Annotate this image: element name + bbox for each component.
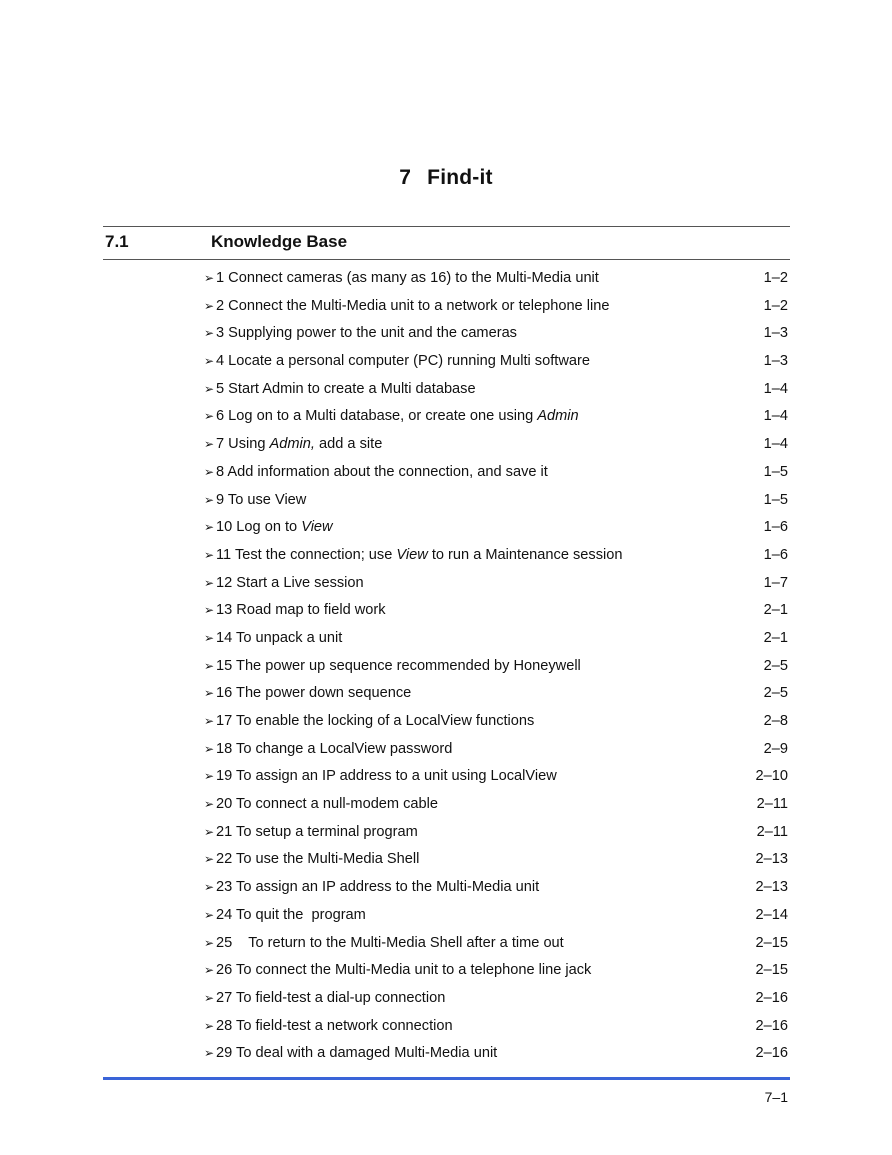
toc-entry-title-italic: View [396, 546, 428, 563]
toc-entry-title-text: Supplying power to the unit and the cameras [228, 325, 517, 342]
toc-entry-title-text: Connect cameras (as many as 16) to the Multi-Media unit [228, 270, 599, 286]
toc-entry-title-text: add a site [314, 436, 383, 453]
toc-entry-title-text: Add information about the connection, and save it [227, 463, 548, 480]
toc-entry-number: 24 [216, 906, 237, 923]
toc-entry-title [228, 353, 590, 369]
toc-entry-title-text: To field-test a network connection [236, 1017, 453, 1034]
toc-entry-page: 2–9 [763, 740, 788, 757]
toc-entry-title [228, 492, 306, 508]
arrow-bullet-icon: ➢ [204, 409, 215, 424]
toc-entry-number: 27 [216, 989, 237, 1006]
toc-entry-title-text: The power down sequence [236, 685, 412, 702]
toc-entry-title-text: To setup a terminal program [236, 823, 418, 840]
toc-entry-page: 1–2 [763, 270, 788, 286]
toc-entry[interactable] [204, 791, 788, 819]
section-bottom-rule [103, 259, 790, 260]
section-number: 7.1 [105, 232, 129, 251]
toc-entry-title [236, 768, 557, 784]
arrow-bullet-icon: ➢ [204, 326, 215, 341]
toc-entry-title [236, 713, 534, 729]
toc-entry-number: 10 [216, 519, 237, 536]
footer-rule [103, 1077, 790, 1080]
toc-entry-title-text: Log on to [236, 519, 302, 536]
arrow-bullet-icon: ➢ [204, 547, 215, 562]
toc-entry[interactable] [204, 487, 788, 515]
toc-entry[interactable] [204, 902, 788, 930]
arrow-bullet-icon: ➢ [204, 741, 215, 756]
toc-entry[interactable] [204, 846, 788, 874]
toc-entry-page: 1–4 [763, 380, 788, 397]
toc-entry-title [236, 630, 342, 646]
arrow-bullet-icon: ➢ [204, 686, 215, 701]
toc-entry-title [236, 1045, 497, 1061]
toc-entry-title-text: To use View [227, 491, 307, 508]
toc-entry[interactable] [204, 403, 788, 431]
toc-entry-number: 16 [216, 685, 237, 702]
toc-entry-title-text: To assign an IP address to the Multi-Media unit [236, 879, 540, 896]
toc-entry-page: 1–7 [763, 574, 788, 591]
toc-entry-number: 26 [216, 962, 237, 979]
arrow-bullet-icon: ➢ [204, 852, 215, 867]
toc-entry-page: 2–1 [763, 629, 788, 646]
toc-entry-title-text: To quit the program [236, 906, 366, 923]
toc-entry[interactable] [204, 819, 788, 847]
toc-entry[interactable] [204, 431, 788, 459]
toc-entry-number: 19 [216, 768, 237, 785]
toc-entry-number: 29 [216, 1045, 237, 1062]
toc-entry[interactable] [204, 708, 788, 736]
toc-entry-title [236, 519, 332, 535]
toc-entry-title [236, 741, 452, 757]
toc-entry-title-text: Locate a personal computer (PC) running Multi software [228, 353, 590, 370]
chapter-name: Find-it [427, 166, 493, 189]
toc-entry-title [228, 325, 517, 341]
toc-entry-page: 1–3 [763, 353, 788, 370]
toc-entry-number: 15 [216, 657, 237, 674]
toc-entry-title-text: To connect a null-modem cable [236, 796, 439, 813]
toc-entry-page: 2–16 [755, 1017, 788, 1034]
arrow-bullet-icon: ➢ [204, 880, 215, 895]
toc-entry-number: 28 [216, 1017, 237, 1034]
toc-entry-title-text: To field-test a dial-up connection [236, 989, 446, 1006]
arrow-bullet-icon: ➢ [204, 907, 215, 922]
toc-entry-number: 25 [216, 934, 237, 951]
toc-entry-number: 3 [216, 325, 229, 342]
toc-entry[interactable] [204, 930, 788, 958]
toc-entry-number: 23 [216, 879, 237, 896]
arrow-bullet-icon: ➢ [204, 990, 215, 1005]
toc-entry-page: 1–2 [763, 297, 788, 314]
toc-entry-title [236, 685, 411, 701]
toc-entry[interactable] [204, 1013, 788, 1041]
toc-entry[interactable] [204, 570, 788, 598]
toc-entry-page: 2–5 [763, 657, 788, 674]
toc-entry-title-text: To assign an IP address to a unit using LocalView [236, 768, 557, 785]
toc-entry-page: 2–10 [755, 768, 788, 785]
arrow-bullet-icon: ➢ [204, 630, 215, 645]
toc-entry[interactable] [204, 680, 788, 708]
toc-entry[interactable] [204, 514, 788, 542]
arrow-bullet-icon: ➢ [204, 298, 215, 313]
toc-entry-title-text: to run a Maintenance session [427, 546, 623, 563]
toc-entry-page: 2–16 [755, 989, 788, 1006]
chapter-title [0, 166, 892, 190]
toc-entry-title [228, 270, 599, 286]
toc-entry-number: 7 [216, 436, 229, 453]
toc-entry-number: 11 [216, 546, 235, 563]
toc-entry-title [236, 658, 581, 674]
toc-entry-page: 2–13 [755, 851, 788, 868]
toc-entry[interactable] [204, 293, 788, 321]
toc-entry[interactable] [204, 874, 788, 902]
toc-entry[interactable] [204, 763, 788, 791]
arrow-bullet-icon: ➢ [204, 658, 215, 673]
toc-entry-number: 2 [216, 297, 229, 314]
toc-entry-number: 18 [216, 740, 237, 757]
toc-entry-number: 13 [216, 602, 237, 619]
toc-entry-number: 8 [216, 463, 228, 480]
toc-entry[interactable] [204, 625, 788, 653]
toc-entry[interactable] [204, 653, 788, 681]
toc-entry-page: 2–1 [763, 602, 788, 619]
toc-entry-title-text: Start a Live session [236, 574, 364, 591]
toc-entry-title [236, 1018, 453, 1034]
toc-entry[interactable] [204, 348, 788, 376]
toc-entry-number: 21 [216, 823, 237, 840]
toc-entry-title-text: Road map to field work [236, 602, 386, 619]
toc-entry-title-text: Test the connection; use [234, 546, 397, 563]
toc-entry-title-text: Start Admin to create a Multi database [228, 380, 476, 397]
toc-entry-title-text: To unpack a unit [236, 629, 343, 646]
toc-entry-title [236, 962, 591, 978]
toc-entry[interactable] [204, 1040, 788, 1068]
toc-entry-title [236, 907, 366, 923]
toc-entry-number: 17 [216, 713, 237, 729]
toc-entry-number: 12 [216, 574, 237, 591]
toc-entry-page: 1–4 [763, 408, 788, 425]
arrow-bullet-icon: ➢ [204, 381, 215, 396]
arrow-bullet-icon: ➢ [204, 935, 215, 950]
section-top-rule [103, 226, 790, 227]
toc-entry-title [235, 547, 623, 563]
toc-entry-page: 1–4 [763, 436, 788, 453]
toc-entry-title [227, 464, 547, 480]
page-number: 7–1 [764, 1089, 788, 1105]
arrow-bullet-icon: ➢ [204, 797, 215, 812]
arrow-bullet-icon: ➢ [204, 437, 215, 452]
toc-entry-title [228, 298, 609, 314]
toc-entry-title [236, 879, 539, 895]
toc-entry-title [236, 602, 385, 618]
toc-entry-title [236, 824, 418, 840]
toc-entry-title-text: Log on to a Multi database, or create one using [228, 408, 538, 425]
toc-entry-number: 4 [216, 353, 229, 370]
toc-entry-title [228, 436, 382, 452]
toc-entry-title-italic: View [301, 519, 333, 536]
arrow-bullet-icon: ➢ [204, 464, 215, 479]
toc-entry-page: 2–15 [755, 934, 788, 951]
toc-entry-title-text: Connect the Multi-Media unit to a network or telephone line [228, 297, 610, 314]
toc-entry-page: 2–16 [755, 1045, 788, 1062]
toc-entry[interactable] [204, 320, 788, 348]
arrow-bullet-icon: ➢ [204, 1018, 215, 1033]
toc-entry-title-text: To return to the Multi-Media Shell after a time out [236, 934, 564, 951]
toc-entry-title-text: Using [228, 436, 270, 453]
toc-entry-page: 2–13 [755, 879, 788, 896]
toc-entry-page: 2–11 [756, 796, 788, 813]
arrow-bullet-icon: ➢ [204, 714, 215, 728]
toc-entry[interactable] [204, 957, 788, 985]
toc-entry-number: 9 [216, 491, 228, 508]
toc-entry-title-text: To change a LocalView password [236, 740, 453, 757]
toc-entry[interactable] [204, 736, 788, 764]
arrow-bullet-icon: ➢ [204, 769, 215, 784]
toc-entry[interactable] [204, 376, 788, 404]
toc-entry-page: 2–11 [756, 823, 788, 840]
toc-entry-title [236, 851, 419, 867]
toc-entry-title [236, 575, 363, 591]
toc-entry-title-text: To deal with a damaged Multi-Media unit [236, 1045, 498, 1062]
toc-entry[interactable] [204, 597, 788, 625]
arrow-bullet-icon: ➢ [204, 824, 215, 839]
toc-entry-page: 1–6 [763, 519, 788, 536]
toc-entry[interactable] [204, 265, 788, 293]
toc-entry-page: 2–5 [763, 685, 788, 702]
toc-entry-page: 2–8 [763, 713, 788, 729]
toc-entry-page: 1–5 [763, 463, 788, 480]
toc-entry[interactable] [204, 985, 788, 1013]
toc-list [204, 265, 788, 1068]
toc-entry-title [236, 796, 438, 812]
toc-entry-number: 5 [216, 380, 229, 397]
toc-entry[interactable] [204, 459, 788, 487]
arrow-bullet-icon: ➢ [204, 963, 215, 978]
toc-entry-number: 14 [216, 629, 237, 646]
toc-entry-page: 1–6 [763, 546, 788, 563]
toc-entry-title-italic: Admin, [269, 436, 315, 453]
toc-entry-title [228, 408, 578, 424]
toc-entry-title [228, 381, 475, 397]
toc-entry-page: 2–15 [755, 962, 788, 979]
toc-entry-page: 1–5 [763, 491, 788, 508]
arrow-bullet-icon: ➢ [204, 520, 215, 535]
toc-entry-page: 2–14 [755, 906, 788, 923]
chapter-number: 7 [399, 166, 412, 189]
toc-entry-title-text: The power up sequence recommended by Honeywell [236, 657, 581, 674]
toc-entry-number: 6 [216, 408, 229, 425]
section-title: Knowledge Base [211, 232, 348, 251]
toc-entry-title-text: To connect the Multi-Media unit to a telephone line jack [236, 962, 592, 979]
arrow-bullet-icon: ➢ [204, 1046, 215, 1061]
arrow-bullet-icon: ➢ [204, 271, 215, 285]
arrow-bullet-icon: ➢ [204, 575, 215, 590]
toc-entry-number: 22 [216, 851, 237, 868]
toc-entry[interactable] [204, 542, 788, 570]
toc-entry-title [236, 990, 445, 1006]
toc-entry-title-text: To enable the locking of a LocalView functions [236, 713, 535, 729]
arrow-bullet-icon: ➢ [204, 492, 215, 507]
toc-entry-page: 1–3 [763, 325, 788, 342]
toc-entry-number: 1 [216, 270, 229, 286]
toc-entry-title-italic: Admin [537, 408, 579, 425]
toc-entry-title [236, 935, 563, 951]
arrow-bullet-icon: ➢ [204, 354, 215, 369]
section-heading [103, 232, 790, 254]
arrow-bullet-icon: ➢ [204, 603, 215, 618]
toc-entry-title-text: To use the Multi-Media Shell [236, 851, 420, 868]
toc-entry-number: 20 [216, 796, 237, 813]
